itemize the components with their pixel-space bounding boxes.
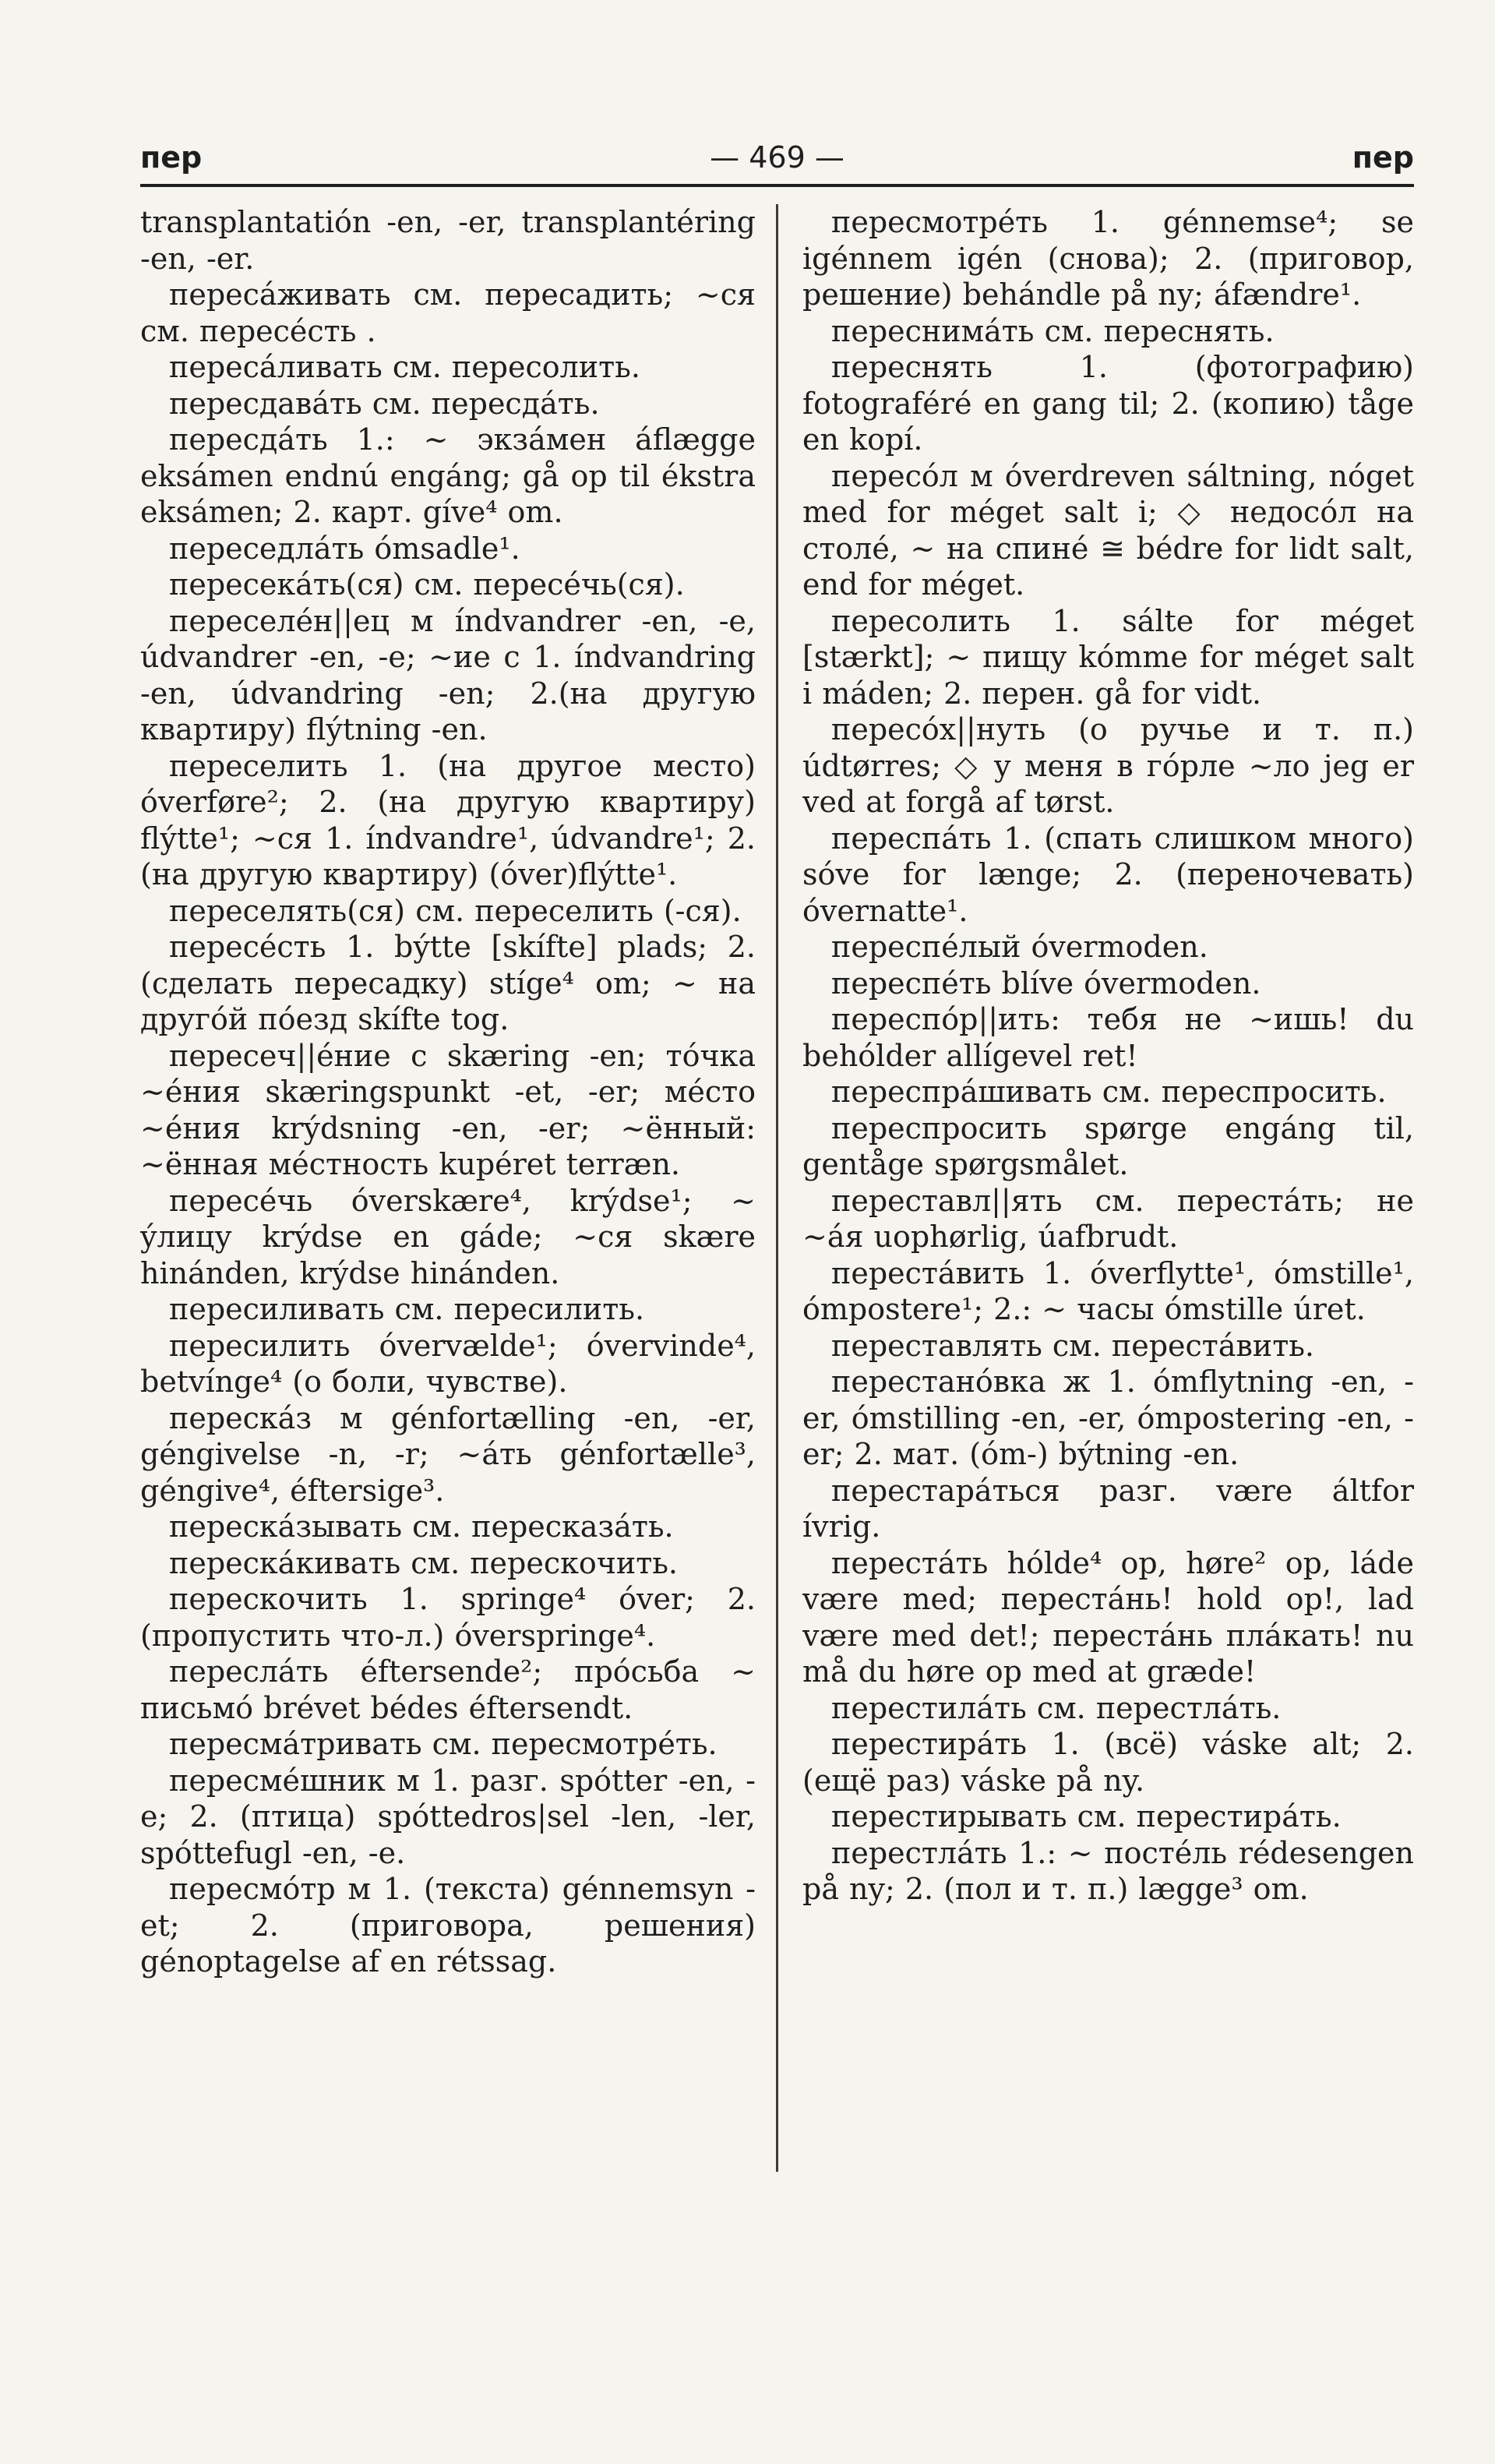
dictionary-entry: переспóр||ить: тебя не ~ишь! du behólder allígevel ret! [802, 1002, 1414, 1073]
dictionary-entry: перескочить 1. springe⁴ óver; 2. (пропустить что-л.) óverspringe⁴. [140, 1582, 756, 1653]
dictionary-entry: перестарáться разг. være áltfor ívrig. [802, 1473, 1414, 1544]
dictionary-entry: перескáз м génfortælling -en, -er, géngivelse -n, -r; ~áть génfortælle³, géngive⁴, éftersige³. [140, 1400, 756, 1508]
dictionary-entry: переслáть éftersende²; прóсьба ~ письмó brévet bédes éftersendt. [140, 1654, 756, 1725]
dictionary-entry: переснять 1. (фотографию) fotograféré en gang til; 2. (копию) tåge en kopí. [802, 350, 1414, 457]
dictionary-entry: переставл||ять см. перестáть; не ~áя uophørlig, úafbrudt. [802, 1183, 1414, 1254]
right-column [802, 204, 1414, 2441]
header-left-guide-word: пер [140, 140, 203, 175]
dictionary-entry: перескáзывать см. пересказáть. [169, 1509, 674, 1544]
dictionary-entry: пересдавáть см. пересдáть. [169, 386, 600, 421]
dictionary-entry: переставлять см. перестáвить. [831, 1328, 1314, 1363]
column-divider [776, 204, 778, 2172]
dictionary-entry: пересмéшник м 1. разг. spótter -en, -e; 2. (птица) spóttedros|sel -len, -ler, spóttefugl -en, -e. [140, 1763, 756, 1870]
dictionary-entry: переседлáть ómsadle¹. [169, 531, 520, 566]
dictionary-entry: пересеч||éние с skæring -en; тóчка ~éния skæringspunkt -et, -er; мéсто ~éния krýdsning -en, -er; ~ённый: ~ённая мéстность kupéret terræn. [140, 1038, 756, 1181]
dictionary-entry: переселéн||ец м índvandrer -en, -e, údvandrer -en, -e; ~ие с 1. índvandring -en, údvandring -en; 2.(на другую квартиру) flýtning -en. [140, 603, 756, 747]
dictionary-entry: перестанóвка ж 1. ómflytning -en, -er, ómstilling -en, -er, ómpostering -en, -er; 2. мат. (óm-) býtning -en. [802, 1364, 1414, 1471]
dictionary-entry: пересмóтр м 1. (текста) génnemsyn -et; 2. (приговора, решения) génoptagelse af en rétssag. [140, 1872, 756, 1979]
page-header [140, 140, 1414, 181]
header-right-guide-word: пер [1352, 140, 1414, 175]
dictionary-entry: переснимáть см. переснять. [831, 313, 1275, 348]
dictionary-entry: переселять(ся) см. переселить (-ся). [169, 893, 742, 928]
dictionary-entry: пересáживать см. пересадить; ~ся см. пересéсть . [140, 277, 756, 348]
dictionary-entry: перестáть hólde⁴ op, høre² op, láde være med; перестáнь! hold op!, lad være med det!; перестáнь плáкать! nu må du høre op med at græde! [802, 1545, 1414, 1689]
dictionary-entry: пересмáтривать см. пересмотрéть. [169, 1727, 718, 1761]
dictionary-entry: переселить 1. (на другое место) óverføre²; 2. (на другую квартиру) flýtte¹; ~ся 1. índvandre¹, údvandre¹; 2. (на другую квартиру) (óver)flýtte¹. [140, 748, 756, 891]
header-rule [140, 184, 1414, 187]
dictionary-entry: пересéчь óverskære⁴, krýdse¹; ~ ýлицу krýdse en gáde; ~ся skære hinánden, krýdse hinánden. [140, 1183, 756, 1290]
dictionary-entry: пересолить 1. sálte for méget [stærkt]; ~ пищу kómme for méget salt i máden; 2. перен. gå for vidt. [802, 603, 1414, 711]
dictionary-entry: перестлáть 1.: ~ постéль rédesengen på ny; 2. (пол и т. п.) lægge³ om. [802, 1835, 1414, 1906]
left-column [140, 204, 756, 2441]
dictionary-entry: перестилáть см. перестлáть. [831, 1690, 1282, 1725]
dictionary-entry: пересдáть 1.: ~ экзáмен áflægge eksámen endnú engáng; gå op til ékstra eksámen; 2. карт. gíve⁴ om. [140, 422, 756, 529]
dictionary-entry: пересиливать см. пересилить. [169, 1292, 645, 1326]
dictionary-entry: переспрáшивать см. переспросить. [831, 1075, 1387, 1109]
dictionary-entry: пересóх||нуть (о ручье и т. п.) údtørres; ◇ у меня в гóрле ~ло jeg er ved at forgå af tørst. [802, 712, 1414, 819]
page-number: — 469 — [710, 140, 844, 175]
dictionary-entry: пересóл м óverdreven sáltning, nóget med for méget salt i; ◇ недосóл на столé, ~ на спинé ≅ bédre for lidt salt, end for méget. [802, 458, 1414, 602]
dictionary-entry: transplantatión -en, -er, transplantéring -en, -er. [140, 205, 756, 276]
dictionary-entry: переспéлый óvermoden. [831, 930, 1208, 964]
dictionary-entry: перестирывать см. перестирáть. [831, 1799, 1342, 1834]
dictionary-entry: пересекáть(ся) см. пересéчь(ся). [169, 567, 685, 602]
dictionary-entry: пересáливать см. пересолить. [169, 350, 640, 384]
dictionary-entry: пересéсть 1. býtte [skífte] plads; 2. (сделать пересадку) stíge⁴ om; ~ на другóй пóезд skífte tog. [140, 930, 756, 1036]
dictionary-entry: переспросить spørge engáng til, gentåge spørgsmålet. [802, 1110, 1414, 1181]
dictionary-entry: переспéть blíve óvermoden. [831, 965, 1261, 1001]
dictionary-entry: пересмотрéть 1. génnemse⁴; se igénnem igén (снова); 2. (приговор, решение) behándle på ny; áfændre¹. [802, 205, 1414, 312]
dictionary-entry: перестáвить 1. óverflytte¹, ómstille¹, ómpostere¹; 2.: ~ часы ómstille úret. [802, 1255, 1414, 1326]
dictionary-entry: перескáкивать см. перескочить. [169, 1545, 679, 1580]
dictionary-entry: пересилить óvervælde¹; óvervinde⁴, betvínge⁴ (о боли, чувстве). [140, 1328, 756, 1399]
dictionary-entry: перестирáть 1. (всё) váske alt; 2. (ещё раз) váske på ny. [802, 1727, 1414, 1798]
dictionary-entry: переспáть 1. (спать слишком много) sóve for længe; 2. (переночевать) óvernatte¹. [802, 821, 1414, 928]
